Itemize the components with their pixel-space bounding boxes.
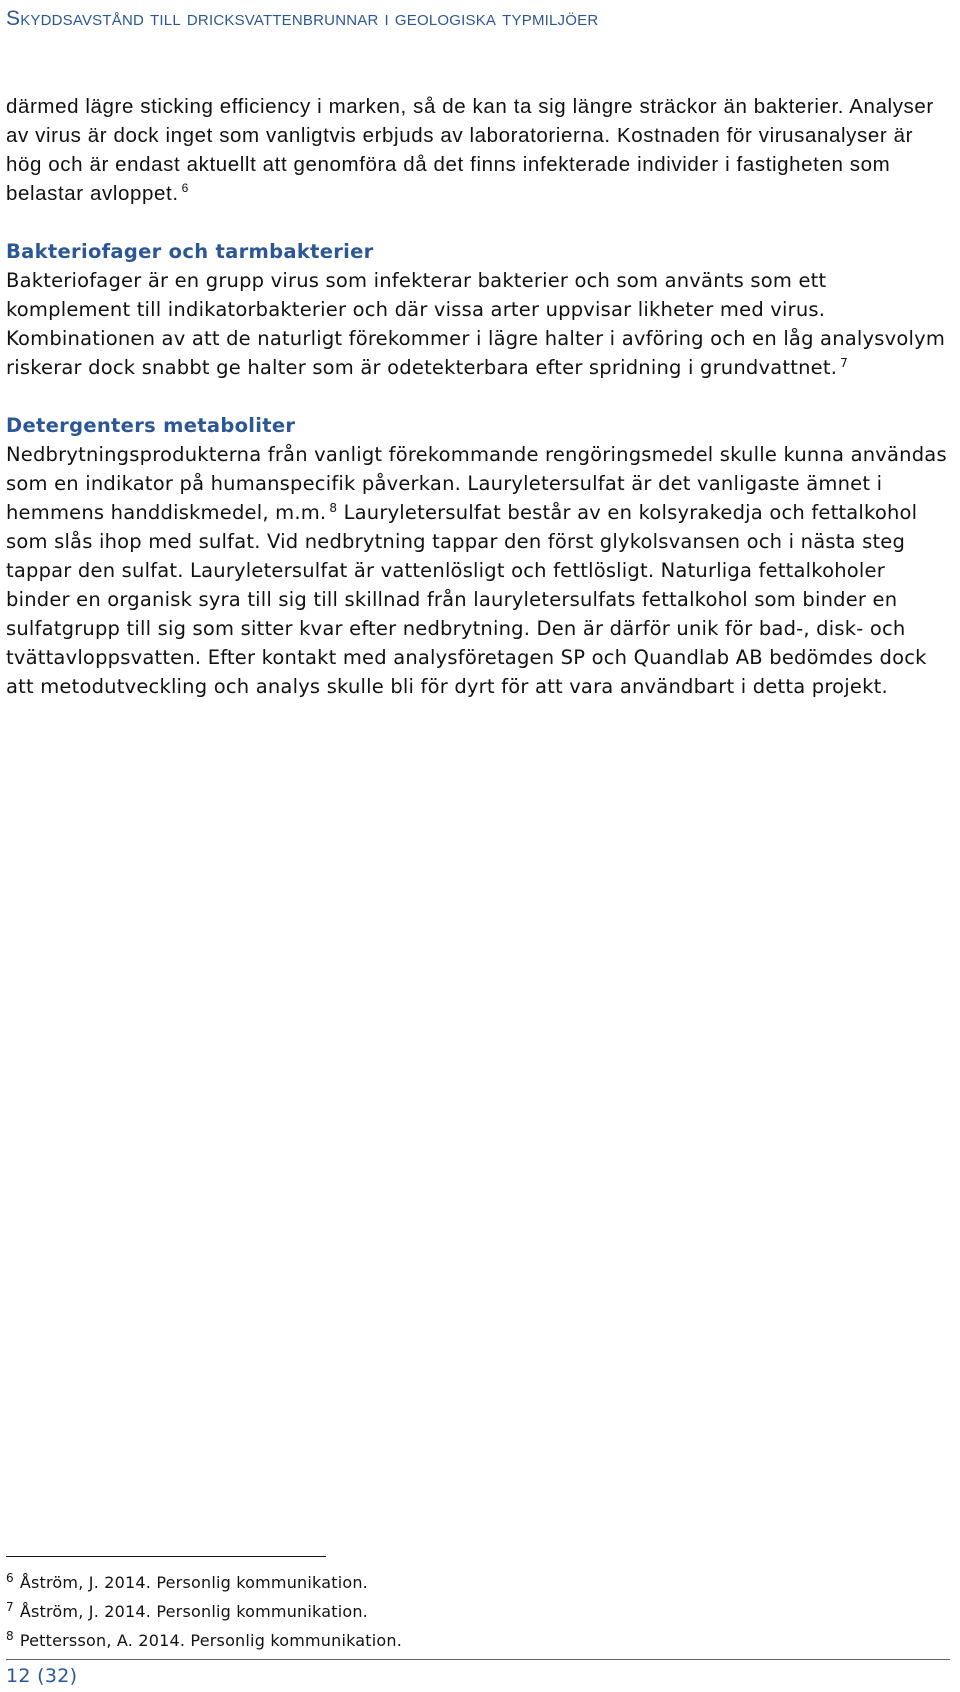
- footer-divider: [6, 1659, 950, 1660]
- section-text-before: Nedbrytningsprodukterna från vanligt förekommande rengöringsmedel skulle kunna användas som en indikator på humanspecifik påverkan. Lauryletersulfat är det vanligaste ämnet i hemmens handdiskmedel, m.m.: [6, 443, 947, 524]
- footnote-item: [6, 1597, 946, 1626]
- section-bakteriofager: [6, 237, 950, 382]
- section-detergenter: [6, 411, 950, 701]
- section-paragraph-bakteriofager: [6, 266, 950, 382]
- footnote-text: Åström, J. 2014. Personlig kommunikation.: [19, 1602, 368, 1621]
- footnote-ref-7[interactable]: 7: [840, 355, 848, 370]
- section-text-after: Lauryletersulfat består av en kolsyrakedja och fettalkohol som slås ihop med sulfat. Vid nedbrytning tappar den först glykolsvansen och i nästa steg tappar den sulfat. Lauryletersulfat är vattenlösligt och fettlösligt. Naturliga fettalkoholer binder en organisk syra till sig till skillnad från lauryletersulfats fettalkohol som binder en sulfatgrupp till sig som sitter kvar efter nedbrytning. Den är därför unik för bad-, disk- och tvättavloppsvatten. Efter kontakt med analysföretagen SP och Quandlab AB bedömdes dock att metodutveckling och analys skulle bli för dyrt för att vara användbart i detta projekt.: [6, 501, 927, 698]
- footnote-number: 8: [6, 1628, 14, 1643]
- footnote-text: Åström, J. 2014. Personlig kommunikation.: [19, 1573, 368, 1592]
- footnote-item: [6, 1626, 946, 1655]
- footnotes: [6, 1568, 946, 1655]
- intro-paragraph: [6, 92, 950, 208]
- document-body: [6, 92, 950, 730]
- section-text: Bakteriofager är en grupp virus som infekterar bakterier och som använts som ett komplement till indikatorbakterier och där vissa arter uppvisar likheter med virus. Kombinationen av att de naturligt förekommer i lägre halter i avföring och en låg analysvolym riskerar dock snabbt ge halter som är odetekterbara efter spridning i grundvattnet.: [6, 269, 946, 379]
- footnote-separator: [6, 1556, 326, 1557]
- section-paragraph-detergenter: [6, 440, 950, 701]
- footnote-item: [6, 1568, 946, 1597]
- footnote-number: 7: [6, 1599, 14, 1614]
- footnote-number: 6: [6, 1570, 14, 1585]
- running-header: Skyddsavstånd till dricksvattenbrunnar i geologiska typmiljöer: [6, 7, 599, 30]
- footnote-text: Pettersson, A. 2014. Personlig kommunikation.: [19, 1631, 403, 1650]
- section-heading-bakteriofager: Bakteriofager och tarmbakterier: [6, 240, 374, 263]
- section-heading-detergenter: Detergenters metaboliter: [6, 414, 296, 437]
- footnote-ref-6[interactable]: 6: [181, 181, 189, 196]
- intro-text: därmed lägre sticking efficiency i marken, så de kan ta sig längre sträckor än bakterier. Analyser av virus är dock inget som vanligtvis erbjuds av laboratorierna. Kostnaden för virusanalyser är hög och är endast aktuellt att genomföra då det finns infekterade individer i fastigheten som belastar avloppet.: [6, 95, 934, 205]
- page-number: 12 (32): [6, 1665, 78, 1687]
- footnote-ref-8[interactable]: 8: [329, 500, 338, 515]
